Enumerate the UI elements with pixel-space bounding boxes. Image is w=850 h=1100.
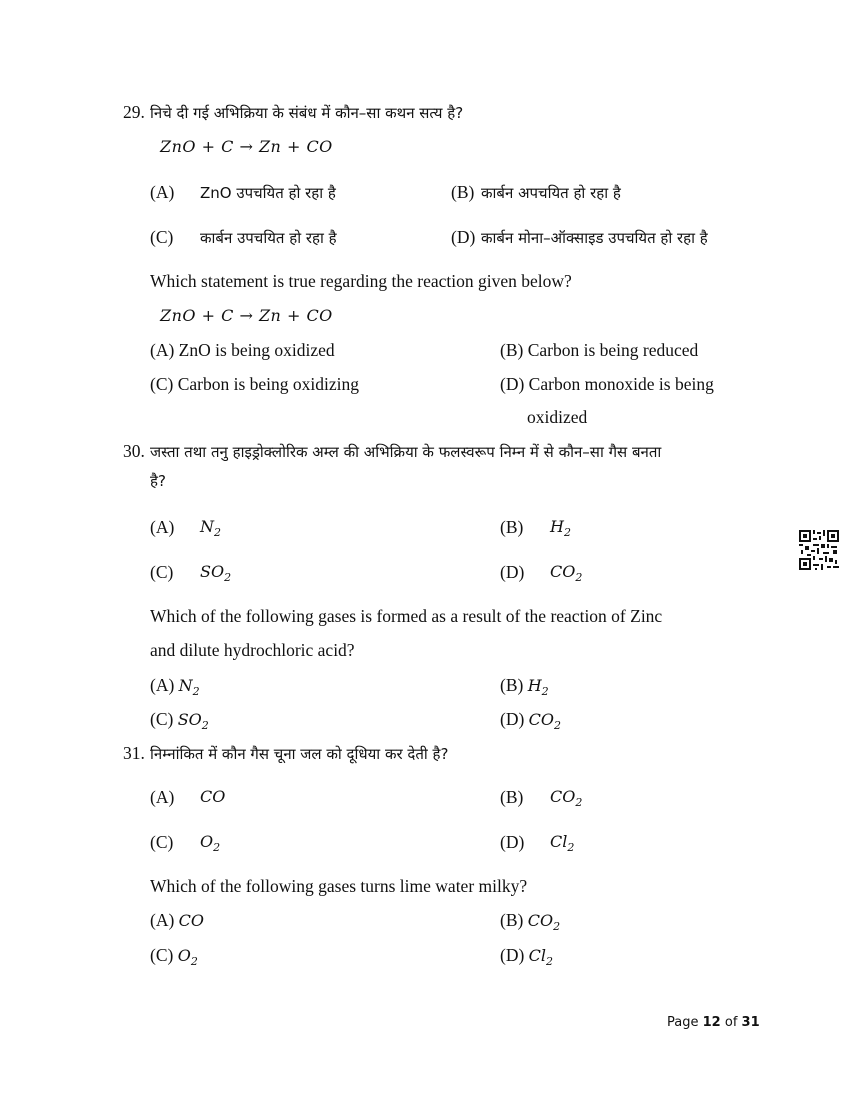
q31-en-option-d-label: (D) xyxy=(500,945,525,965)
q30-english-question-line1: Which of the following gases is formed as a result of the reaction of Zinc xyxy=(150,606,663,626)
q30-hi-option-a: $N_2$ xyxy=(200,517,221,539)
q30-en-option-d-label: (D) xyxy=(500,709,525,729)
q31-hi-option-c-label: (C) xyxy=(150,832,174,852)
q30-en-option-c-label: (C) xyxy=(150,709,174,729)
q30-hi-option-b: $H_2$ xyxy=(550,517,571,539)
page-total: 31 xyxy=(741,1015,760,1030)
q31-en-option-c-label: (C) xyxy=(150,945,174,965)
q31-hi-option-b-label: (B) xyxy=(500,787,524,807)
q29-en-option-b-text: Carbon is being reduced xyxy=(527,340,699,360)
q30-hi-option-d-label: (D) xyxy=(500,562,525,582)
q30-en-option-b-label: (B) xyxy=(500,675,524,695)
q31-english-question: Which of the following gases turns lime water milky? xyxy=(150,876,528,896)
qr-code xyxy=(799,530,839,570)
q31-en-option-b: (B) $CO_2$ xyxy=(500,910,561,933)
q31-hi-option-c: $O_2$ xyxy=(200,832,221,854)
q30-hi-option-b-label: (B) xyxy=(500,517,524,537)
q31-hi-option-a-label: (A) xyxy=(150,787,175,807)
page-current: 12 xyxy=(702,1015,721,1030)
page-of-word: of xyxy=(724,1015,738,1030)
page-footer xyxy=(667,1015,760,1030)
q29-hi-option-b: कार्बन अपचयित हो रहा है xyxy=(481,184,621,202)
q29-en-option-a-label: (A) xyxy=(150,340,175,360)
q30-en-option-c: (C) $SO_2$ xyxy=(150,709,209,732)
q31-en-option-a-label: (A) xyxy=(150,910,175,930)
q29-hi-option-c: कार्बन उपचयित हो रहा है xyxy=(200,229,337,247)
q29-hi-option-d: कार्बन मोना–ऑक्साइड उपचयित हो रहा है xyxy=(481,229,708,247)
q29-equation-hindi: ZnO + C → Zn + CO xyxy=(160,137,333,156)
q30-english-question-line2: and dilute hydrochloric acid? xyxy=(150,640,355,660)
q31-hi-option-a: CO xyxy=(200,787,226,806)
q29-en-option-d-label: (D) xyxy=(500,374,525,394)
q30-en-option-b: (B) $H_2$ xyxy=(500,675,549,698)
q31-hi-option-d: $Cl_2$ xyxy=(550,832,575,854)
q29-en-option-b-label: (B) xyxy=(500,340,524,360)
q29-number: 29. xyxy=(123,102,145,122)
q31-hi-option-b: $CO_2$ xyxy=(550,787,583,809)
q29-en-option-c-label: (C) xyxy=(150,374,174,394)
q30-hi-option-a-label: (A) xyxy=(150,517,175,537)
q31-en-option-b-label: (B) xyxy=(500,910,524,930)
q29-hi-option-d-label: (D) xyxy=(451,227,476,247)
q29-english-question: Which statement is true regarding the reaction given below? xyxy=(150,271,572,291)
q30-hi-option-c: $SO_2$ xyxy=(200,562,232,584)
q29-hi-option-b-label: (B) xyxy=(451,182,475,202)
q29-en-option-d-text: Carbon monoxide is being xyxy=(528,374,714,394)
q29-hi-option-c-label: (C) xyxy=(150,227,174,247)
q29-hi-option-a: ZnO उपचयित हो रहा है xyxy=(200,184,336,202)
q30-hi-option-d: $CO_2$ xyxy=(550,562,583,584)
page-word: Page xyxy=(667,1015,699,1030)
q29-en-option-b xyxy=(500,340,698,361)
q29-en-option-c xyxy=(150,374,359,395)
q30-number: 30. xyxy=(123,441,145,461)
q30-en-option-a: (A) $N_2$ xyxy=(150,675,200,698)
q29-en-option-c-text: Carbon is being oxidizing xyxy=(177,374,360,394)
q30-hindi-question-line1: जस्ता तथा तनु हाइड्रोक्लोरिक अम्ल की अभिक्रिया के फलस्वरूप निम्न में से कौन–सा गैस बनता xyxy=(150,443,662,461)
q30-en-option-d: (D) $CO_2$ xyxy=(500,709,562,732)
q30-en-option-a-label: (A) xyxy=(150,675,175,695)
q29-hi-option-a-label: (A) xyxy=(150,182,175,202)
q31-en-option-d: (D) $Cl_2$ xyxy=(500,945,554,968)
q31-hindi-question: निम्नांकित में कौन गैस चूना जल को दूधिया कर देती है? xyxy=(150,745,449,763)
q29-en-option-a-text: ZnO is being oxidized xyxy=(178,340,335,360)
q30-hindi-question-line2: है? xyxy=(150,472,166,490)
q30-hi-option-c-label: (C) xyxy=(150,562,174,582)
q31-number: 31. xyxy=(123,743,145,763)
q29-equation-english: ZnO + C → Zn + CO xyxy=(160,306,333,325)
q31-en-option-c: (C) $O_2$ xyxy=(150,945,198,968)
q31-en-option-a: (A) CO xyxy=(150,910,205,930)
q29-en-option-d xyxy=(500,374,714,395)
q29-en-option-a xyxy=(150,340,335,361)
q29-hindi-question: निचे दी गई अभिक्रिया के संबंध में कौन–सा कथन सत्य है? xyxy=(150,104,464,122)
q29-en-option-d-line2: oxidized xyxy=(527,407,588,427)
q31-hi-option-d-label: (D) xyxy=(500,832,525,852)
